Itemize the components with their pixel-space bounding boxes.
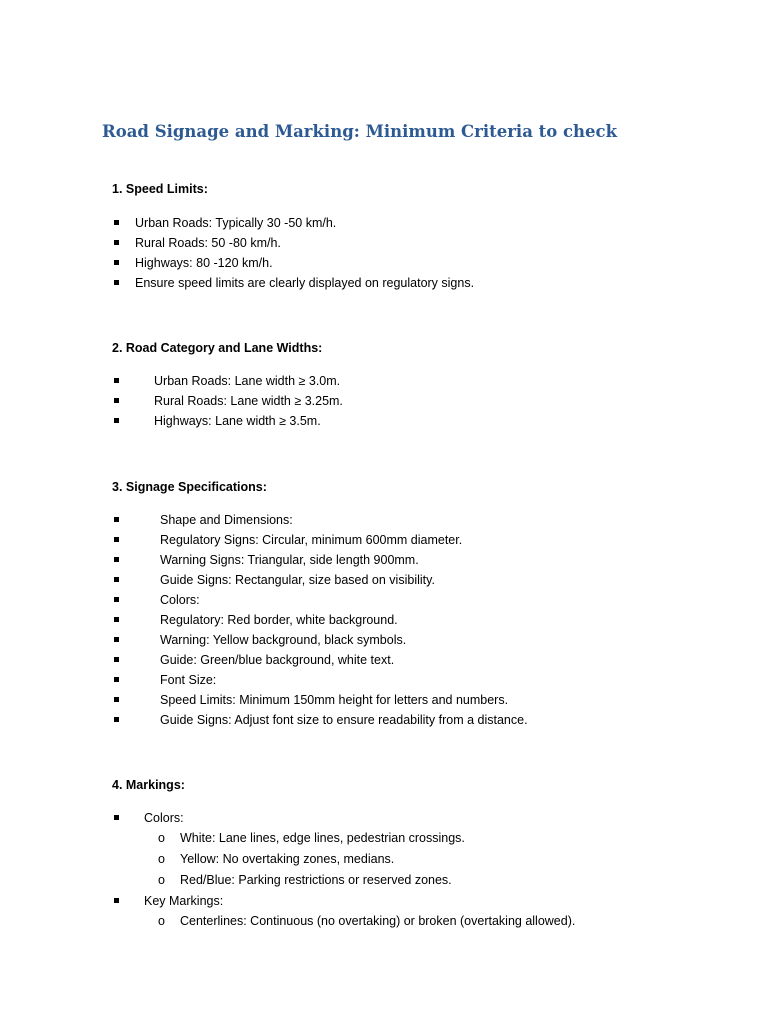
square-bullet-icon — [114, 815, 119, 820]
square-bullet-icon — [114, 260, 119, 265]
square-bullet-icon — [114, 617, 119, 622]
section-heading-markings: 4. Markings: — [112, 778, 185, 792]
square-bullet-icon — [114, 378, 119, 383]
document-title: Road Signage and Marking: Minimum Criteria to check — [102, 122, 618, 141]
square-bullet-icon — [114, 398, 119, 403]
section-heading-signage-specifications: 3. Signage Specifications: — [112, 480, 267, 494]
square-bullet-icon — [114, 418, 119, 423]
square-bullet-icon — [114, 717, 119, 722]
square-bullet-icon — [114, 677, 119, 682]
square-bullet-icon — [114, 280, 119, 285]
square-bullet-icon — [114, 537, 119, 542]
circle-bullet-icon: o — [158, 914, 165, 928]
square-bullet-icon — [114, 240, 119, 245]
square-bullet-icon — [114, 517, 119, 522]
square-bullet-icon — [114, 697, 119, 702]
section-heading-lane-widths: 2. Road Category and Lane Widths: — [112, 341, 323, 355]
circle-bullet-icon: o — [158, 831, 165, 845]
circle-bullet-icon: o — [158, 873, 165, 887]
section-heading-speed-limits: 1. Speed Limits: — [112, 182, 208, 196]
square-bullet-icon — [114, 557, 119, 562]
square-bullet-icon — [114, 898, 119, 903]
square-bullet-icon — [114, 657, 119, 662]
circle-bullet-icon: o — [158, 852, 165, 866]
square-bullet-icon — [114, 220, 119, 225]
square-bullet-icon — [114, 597, 119, 602]
document-page: Road Signage and Marking: Minimum Criteria to check 1. Speed Limits: Urban Roads: Typically 30 -50 km/h. Rural Roads: 50 -80 km/h. Highways: 80 -120 km/h. Ensure speed limits are clearly displayed on regulatory signs. 2. Road Category and Lane Widths: Urban Roads: Lane width ≥ 3.0m. Rural Roads: Lane width ≥ 3.25m. Highways: Lane width ≥ 3.5m. 3. Signage Specifications: Shape and Dimensions: Regulatory Signs: Circular, minimum 600mm diameter. Warning Signs: Triangular, side length 900mm. Guide Signs: Rectangular, size based on visibility. Colors: Regulatory: Red border, white background. Warning: Yellow background, black symbols. Guide: Green/blue background, white text. Font Size: Speed Limits: Minimum 150mm height for letters and numbers. Guide Signs: Adjust font size to ensure readability from a distance. 4. Markings: Colors: o White: Lane lines, edge lines, pedestrian crossings. o Yellow: No overtaking zones, medians. o Red/Blue: Parking restrictions or reserved zones. Key Markings: o Centerlines: Continuous (no overtaking) or broken (overtaking allowed). — [0, 0, 768, 1024]
square-bullet-icon — [114, 637, 119, 642]
square-bullet-icon — [114, 577, 119, 582]
